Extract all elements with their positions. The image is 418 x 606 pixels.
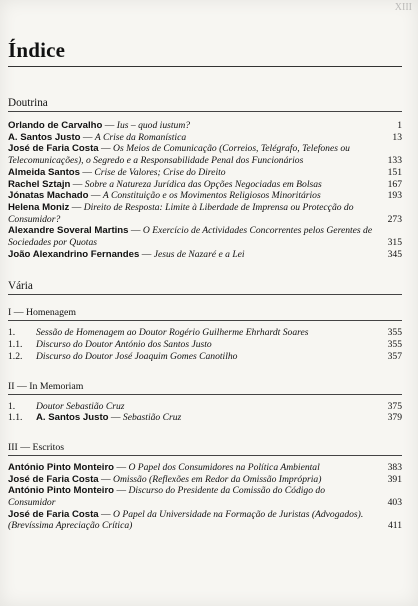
entry-author: Rachel Sztajn [8, 178, 71, 190]
entry-text: António Pinto Monteiro — Discurso do Presidente da Comissão do Código do Consumidor [8, 485, 326, 509]
entry-title: A Constituição e os Movimentos Religiosos Minoritários [102, 190, 321, 202]
entry-title: A Crise da Romanística [94, 131, 187, 143]
index-entry [8, 132, 402, 144]
index-entry [8, 462, 402, 474]
entry-page-number: 355 [387, 339, 402, 351]
entry-author: José de Faria Costa [8, 143, 99, 155]
page-corner-mark: XIII [394, 2, 412, 13]
page-title: Índice [8, 38, 66, 62]
entry-page-number: 379 [387, 412, 402, 424]
index-entry [8, 143, 402, 166]
index-entry [8, 179, 402, 191]
entry-text: Helena Moniz — Direito de Resposta: Limite à Liberdade de Imprensa ou Protecção do Consumidor? [8, 201, 354, 225]
section-heading: Doutrina [8, 97, 48, 109]
subsection-rule [8, 320, 402, 321]
title-rule [8, 66, 402, 67]
index-entry [8, 401, 402, 413]
entry-page-number: 13 [392, 131, 402, 143]
entry-author: Almeida Santos [8, 166, 80, 178]
entry-text: Alexandre Soveral Martins — O Exercício de Actividades Concorrentes pelos Gerentes de Sociedades por Quotas [8, 225, 373, 249]
entry-title: Sobre a Natureza Jurídica das Opções Negociadas em Bolsas [84, 178, 322, 190]
entry-text: João Alexandrino Fernandes — Jesus de Nazaré e a Lei [8, 248, 245, 260]
entry-page-number: 1 [397, 120, 402, 131]
entry-author: António Pinto Monteiro [8, 485, 115, 497]
entry-page-number: 273 [387, 213, 402, 225]
entry-page-number: 383 [387, 461, 402, 473]
entry-title: Jesus de Nazaré e a Lei [153, 248, 245, 260]
entry-page-number: 357 [387, 350, 402, 362]
entry-author: Alexandre Soveral Martins [8, 225, 129, 237]
entry-text: A. Santos Justo — Sebastião Cruz [36, 412, 182, 424]
entry-text [36, 339, 380, 351]
entry-title: Crise de Valores; Crise do Direito [94, 166, 226, 178]
entry-number: 1.1. [8, 412, 23, 424]
entry-author: A. Santos Justo [8, 131, 81, 143]
subsection-heading: I — Homenagem [8, 307, 77, 319]
subsection-rule [8, 394, 402, 395]
entry-author: Jónatas Machado [8, 190, 89, 202]
entry-text [36, 351, 380, 363]
entry-title: O Exercício de Actividades Concorrentes pelos Gerentes de Sociedades por Quotas [8, 225, 373, 249]
index-entry [8, 120, 402, 132]
entry-page-number: 411 [387, 520, 402, 532]
doutrina-section [8, 97, 402, 260]
entry-number: 1.1. [8, 339, 23, 351]
escritos-entries [8, 462, 402, 532]
index-entry [8, 190, 402, 202]
index-entry [8, 202, 402, 225]
index-entry [8, 225, 402, 248]
entry-page-number: 391 [387, 473, 402, 485]
index-entry [8, 339, 402, 351]
entry-page-number: 193 [387, 190, 402, 202]
entry-author: Helena Moniz [8, 201, 70, 213]
entry-page-number: 315 [387, 237, 402, 249]
entry-text: A. Santos Justo — A Crise da Romanística [8, 131, 187, 143]
entry-text: José de Faria Costa — O Papel da Universidade na Formação de Juristas (Advogados). (Brevíssima Apreciação Crítica) [8, 508, 364, 532]
entry-page-number: 403 [387, 497, 402, 509]
subsection-rule [8, 455, 402, 456]
entry-title: Direito de Resposta: Limite à Liberdade de Imprensa ou Protecção do Consumidor? [8, 201, 354, 225]
entry-author: A. Santos Justo [36, 412, 109, 424]
index-entry [8, 509, 402, 532]
index-entry [8, 327, 402, 339]
doutrina-entries [8, 120, 402, 260]
entry-page-number: 133 [387, 155, 402, 167]
entry-title: Sebastião Cruz [122, 412, 182, 424]
entry-text: José de Faria Costa — Omissão (Reflexões em Redor da Omissão Imprópria) [8, 473, 322, 485]
entry-title: O Papel dos Consumidores na Política Ambiental [128, 461, 320, 473]
entry-page-number: 345 [387, 248, 402, 260]
homenagem-entries [8, 327, 402, 362]
entry-author: António Pinto Monteiro [8, 461, 115, 473]
index-content [8, 38, 402, 532]
varia-section [8, 280, 402, 532]
entry-title: Discurso do Presidente da Comissão do Código do Consumidor [8, 485, 326, 509]
section-heading: Vária [8, 280, 33, 293]
entry-text: Jónatas Machado — A Constituição e os Movimentos Religiosos Minoritários [8, 190, 321, 202]
entry-page-number: 355 [387, 327, 402, 339]
entry-title: Ius – quod iustum? [116, 120, 191, 131]
entry-author: João Alexandrino Fernandes [8, 248, 140, 260]
entry-title: O Papel da Universidade na Formação de Juristas (Advogados). (Brevíssima Apreciação Crítica) [8, 508, 364, 532]
entry-page-number: 167 [387, 178, 402, 190]
memoriam-entries [8, 401, 402, 424]
entry-text: José de Faria Costa — Os Meios de Comunicação (Correios, Telégrafo, Telefones ou Telecomunicações), o Segredo e a Responsabilidade Penal dos Funcionários [8, 143, 350, 167]
section-rule [8, 111, 402, 112]
entry-page-number: 151 [387, 166, 402, 178]
index-entry [8, 249, 402, 261]
entry-page-number: 375 [387, 400, 402, 412]
entry-title: Os Meios de Comunicação (Correios, Telégrafo, Telefones ou Telecomunicações), o Segredo e a Responsabilidade Penal dos Funcionários [8, 143, 350, 167]
index-entry [8, 167, 402, 179]
entry-text: Rachel Sztajn — Sobre a Natureza Jurídica das Opções Negociadas em Bolsas [8, 178, 322, 190]
subsection-heading: II — In Memoriam [8, 380, 84, 392]
entry-title: Omissão (Reflexões em Redor da Omissão Imprópria) [113, 473, 322, 485]
entry-author: José de Faria Costa [8, 473, 99, 485]
index-entry [8, 412, 402, 424]
entry-author: Orlando de Carvalho [8, 120, 103, 131]
entry-title: Sessão de Homenagem ao Doutor Rogério Guilherme Ehrhardt Soares [36, 327, 309, 339]
entry-text: Almeida Santos — Crise de Valores; Crise do Direito [8, 166, 226, 178]
index-entry [8, 485, 402, 508]
entry-text: Orlando de Carvalho — Ius – quod iustum? [8, 120, 191, 131]
entry-author: José de Faria Costa [8, 508, 99, 520]
entry-text [36, 327, 380, 339]
entry-text: António Pinto Monteiro — O Papel dos Consumidores na Política Ambiental [8, 461, 320, 473]
entry-title: Discurso do Doutor António dos Santos Justo [36, 339, 212, 351]
index-entry [8, 351, 402, 363]
entry-number: 1. [8, 400, 16, 412]
entry-title: Discurso do Doutor José Joaquim Gomes Canotilho [36, 350, 238, 362]
entry-title: Doutor Sebastião Cruz [36, 400, 125, 412]
entry-text [36, 401, 380, 413]
subsection-heading: III — Escritos [8, 441, 65, 453]
section-rule [8, 294, 402, 295]
entry-number: 1. [8, 327, 16, 339]
entry-number: 1.2. [8, 350, 23, 362]
index-entry [8, 474, 402, 486]
